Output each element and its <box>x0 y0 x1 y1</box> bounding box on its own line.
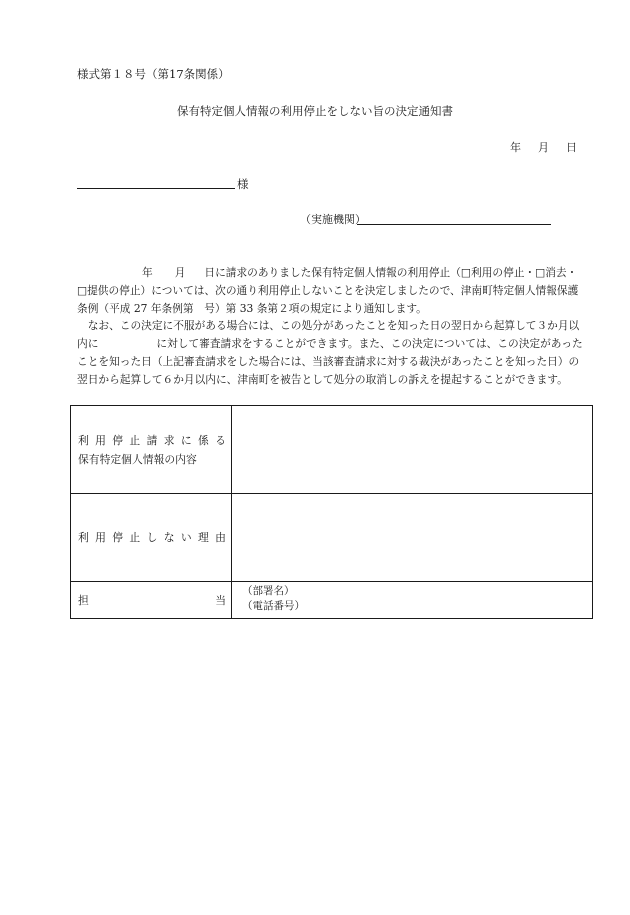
document-title: 保有特定個人情報の利用停止をしない旨の決定通知書 <box>177 104 453 118</box>
phone-number-label: （電話番号） <box>242 600 305 612</box>
date-year-label: 年 <box>510 141 521 154</box>
decision-details-table <box>70 405 593 619</box>
person-in-charge-label-char: 当 <box>215 593 226 607</box>
agency-blank-line <box>357 224 551 225</box>
table-row <box>71 494 593 582</box>
request-content-label-line-1-char: 用 <box>95 433 106 447</box>
addressee-suffix: 様 <box>237 177 249 191</box>
issue-date <box>510 139 577 155</box>
refusal-reason-label-char: い <box>180 531 192 544</box>
addressee-blank-line <box>77 188 235 189</box>
refusal-reason-label-char: な <box>163 531 175 544</box>
request-content-label-line-2: 保有特定個人情報の内容 <box>78 452 197 466</box>
date-month-label: 月 <box>538 141 549 154</box>
table-row <box>71 406 593 494</box>
body-line-4: なお、この決定に不服がある場合には、この処分があったことを知った日の翌日から起算して３か月以 <box>77 319 580 333</box>
body-line-1-text: 日に請求のありました保有特定個人情報の利用停止（□利用の停止・□消去・ <box>204 266 578 279</box>
date-day-label: 日 <box>566 141 577 154</box>
body-line-3: 条例（平成 27 年条例第 号）第 33 条第２項の規定により通知します。 <box>77 301 427 315</box>
person-in-charge-label <box>71 582 232 619</box>
form-number: 様式第１８号（第17条関係） <box>77 67 230 81</box>
request-content-label-line-1-char: る <box>215 433 226 447</box>
body-line-5 <box>77 335 597 353</box>
refusal-reason-label-char: 由 <box>215 531 226 544</box>
request-content-label-line-1-char: 止 <box>129 433 141 447</box>
agency-label: （実施機関） <box>300 213 366 226</box>
request-content-label-line-1-char: 係 <box>197 433 209 447</box>
contact-cell[interactable] <box>232 582 593 619</box>
body-line-7: 翌日から起算して６か月以内に、津南町を被告として処分の取消しの訴えを提起することができます。 <box>77 372 568 386</box>
request-content-label <box>71 406 232 494</box>
body-line-6: ことを知った日（上記審査請求をした場合には、当該審査請求に対する裁決があったことを知った日）の <box>77 354 580 368</box>
refusal-reason-label-char: 止 <box>129 531 141 544</box>
request-content-value[interactable] <box>232 406 593 494</box>
body-month-label: 月 <box>174 266 186 279</box>
request-content-label-line-1-char: 求 <box>163 433 175 447</box>
body-line-5-start: 内に <box>77 337 99 351</box>
body-line-1 <box>77 264 597 282</box>
refusal-reason-label-char: 利 <box>78 531 89 544</box>
request-content-label-line-1-char: 停 <box>112 433 124 447</box>
table-row <box>71 582 593 619</box>
refusal-reason-value[interactable] <box>232 494 593 582</box>
department-name-label: （部署名） <box>242 585 295 597</box>
notice-body <box>77 264 597 389</box>
person-in-charge-label-char: 担 <box>78 593 89 607</box>
refusal-reason-label-char: 理 <box>197 531 209 544</box>
request-content-label-line-1-char: に <box>180 433 192 447</box>
refusal-reason-label <box>71 494 232 582</box>
refusal-reason-label-char: 用 <box>95 531 106 544</box>
body-line-5-text: に対して審査請求をすることができます。また、この決定については、この決定があった <box>156 337 583 351</box>
body-line-2: □提供の停止）については、次の通り利用停止しないことを決定しましたので、津南町特定個人情報保護 <box>77 283 579 297</box>
request-content-label-line-1-char: 利 <box>78 433 89 447</box>
refusal-reason-label-char: 停 <box>112 531 124 544</box>
request-content-label-line-1-char: 請 <box>146 433 158 447</box>
refusal-reason-label-char: し <box>146 531 158 544</box>
body-year-label: 年 <box>142 266 153 279</box>
